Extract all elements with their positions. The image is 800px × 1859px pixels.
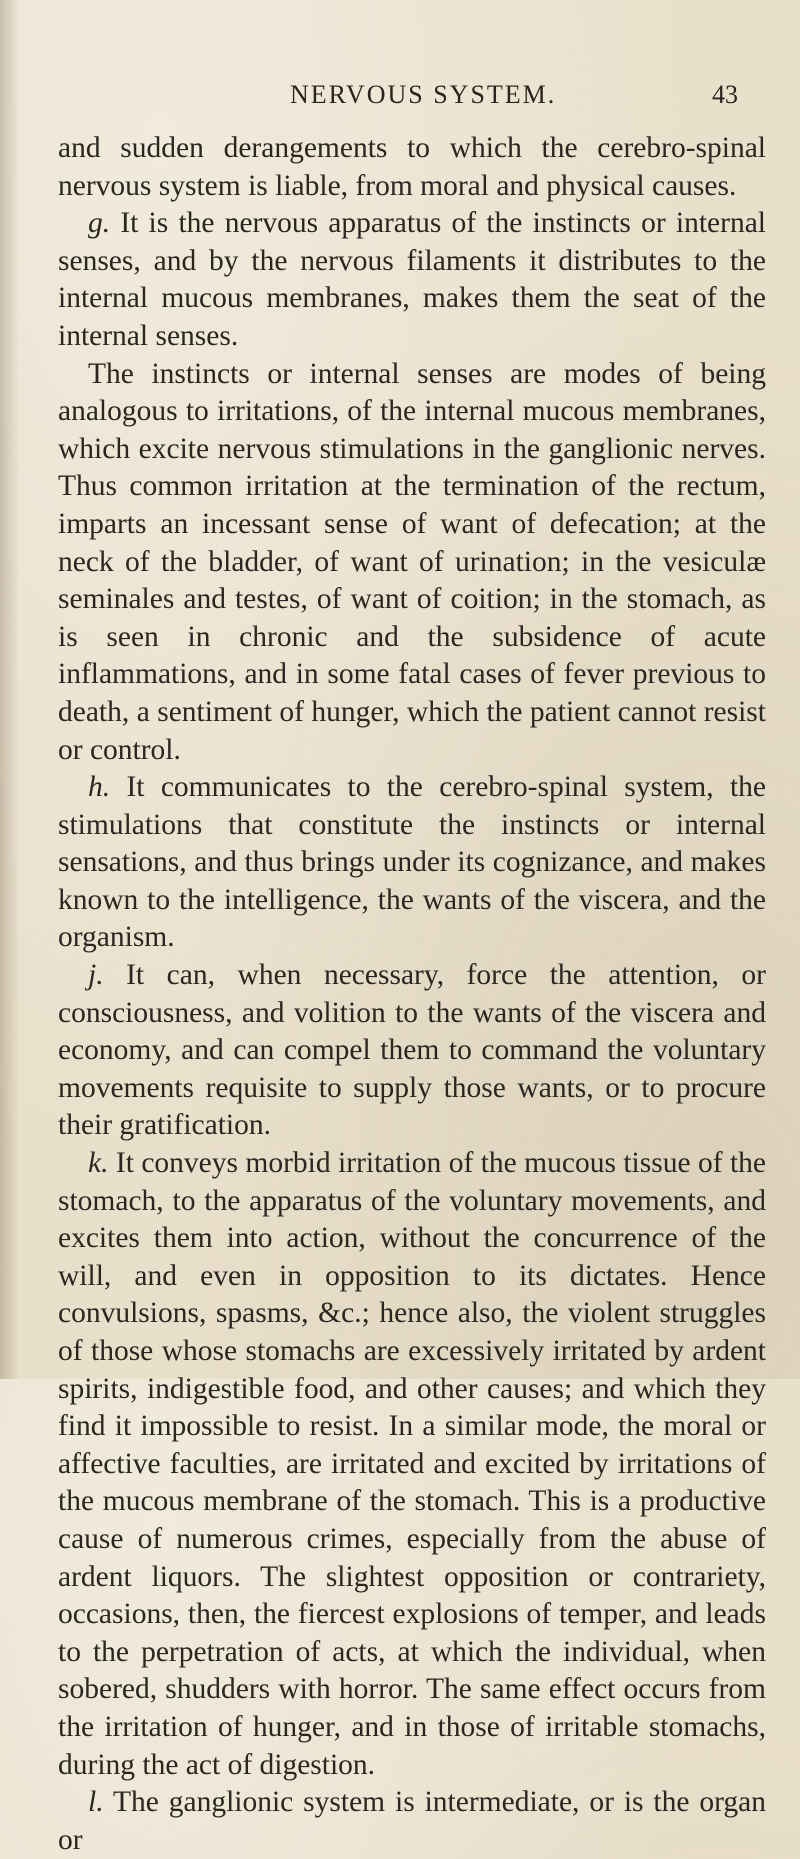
paragraph-text: The instincts or internal senses are modes of being analogous to irritations, of the internal mucous membranes, which excite nervous stimulations in the ganglionic nerves. Thus common irritation at the termination of the rectum, imparts an incessant sense of want of defecation; at the neck of the bladder, of want of urination; in the vesiculæ seminales and testes, of want of coition; in the stomach, as is seen in chronic and the subsidence of acute inflammations, and in some fatal cases of fever previous to death, a sentiment of hunger, which the patient cannot resist or control. <box>58 357 766 766</box>
page-edge-shadow <box>0 0 20 1379</box>
paragraph <box>58 769 766 957</box>
paragraph-text: It communicates to the cerebro-spinal system, the stimulations that constitute the instincts or internal sensations, and thus brings under its cognizance, and makes known to the intelligence, the wants of the viscera, and the organism. <box>58 771 766 954</box>
paragraph-text: and sudden derangements to which the cerebro-spinal nervous system is liable, from moral and physical causes. <box>58 132 766 202</box>
paragraph-text: It conveys morbid irritation of the mucous tissue of the stomach, to the apparatus of the voluntary movements, and excites them into action, without the concurrence of the will, and even in opposition to its dictates. Hence convulsions, spasms, &c.; hence also, the violent struggles of those whose stomachs are excessively irritated by ardent spirits, indigestible food, and other causes; and which they find it impossible to resist. In a similar mode, the moral or affective faculties, are irritated and excited by irritations of the mucous membrane of the stomach. This is a productive cause of numerous crimes, especially from the abuse of ardent liquors. The slightest opposition or contrariety, occasions, then, the fiercest explosions of temper, and leads to the perpetration of acts, at which the individual, when sobered, shudders with horror. The same effect occurs from the irritation of hunger, and in those of irritable stomachs, during the act of digestion. <box>58 1147 766 1781</box>
paragraph <box>58 205 766 355</box>
paragraph-text: It is the nervous apparatus of the instincts or internal senses, and by the nervous filaments it distributes to the internal mucous membranes, makes them the seat of the internal senses. <box>58 207 766 352</box>
section-letter: l. <box>88 1786 104 1819</box>
page-number: 43 <box>712 80 738 109</box>
paragraph-text: It can, when necessary, force the attention, or consciousness, and volition to the wants of the viscera and economy, and can compel them to command the voluntary movements requisite to supply those wants, or to procure their gratification. <box>58 959 766 1142</box>
section-letter: j. <box>88 959 104 992</box>
section-letter: k. <box>88 1147 109 1180</box>
paragraph-text: The ganglionic system is intermediate, or is the organ or <box>58 1786 766 1856</box>
paragraph <box>58 1145 766 1784</box>
paragraph <box>58 957 766 1145</box>
page-header <box>0 80 800 120</box>
paragraph <box>58 130 766 205</box>
section-letter: g. <box>88 207 111 240</box>
running-title: NERVOUS SYSTEM. <box>290 80 557 109</box>
section-letter: h. <box>88 771 111 804</box>
paragraph <box>58 1784 766 1859</box>
body-text <box>58 130 766 1859</box>
paragraph <box>58 356 766 770</box>
